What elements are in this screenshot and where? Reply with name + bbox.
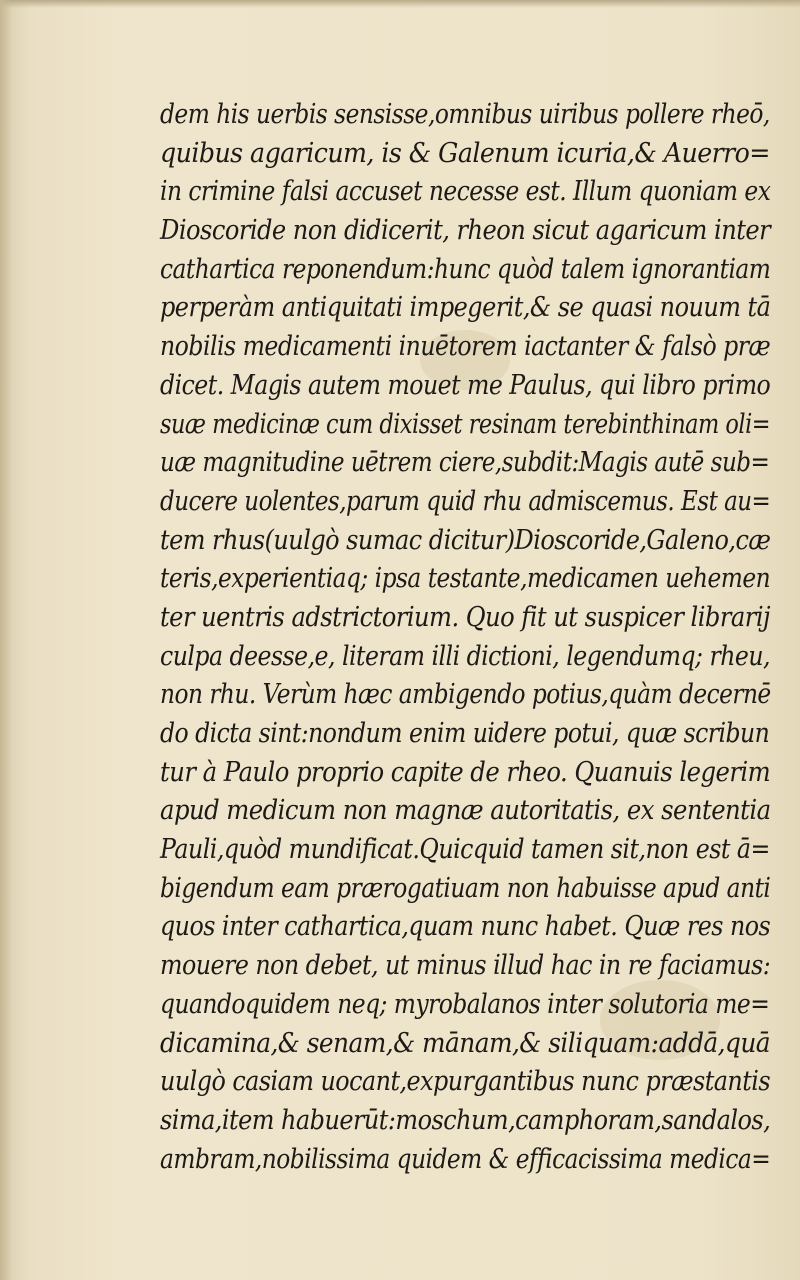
text-line: dicet. Magis autem mouet me Paulus, qui libro primo [160, 369, 771, 401]
text-line: perperàm antiquitati impegerit,& se quasi nouum tā [160, 292, 771, 324]
text-line: cathartica reponendum:hunc quòd talem ignorantiam [160, 253, 771, 285]
text-line: uulgò casiam uocant,expurgantibus nunc præstantis [160, 1066, 771, 1098]
text-line: quos inter cathartica,quam nunc habet. Quæ res nos [160, 911, 771, 943]
text-line: quandoquidem neq; myrobalanos inter solutoria me= [160, 988, 770, 1020]
text-line: bigendum eam prærogatiuam non habuisse apud anti [160, 872, 771, 904]
text-line: dicamina,& senam,& mānam,& siliquam:addā,quā [160, 1027, 771, 1059]
text-line: Pauli,quòd mundificat.Quicquid tamen sit,non est ā= [160, 834, 770, 866]
text-line: apud medicum non magnæ autoritatis, ex sententia [160, 795, 771, 827]
text-line: culpa deesse,e, literam illi dictioni, legendumq; rheu, [160, 640, 770, 672]
page-top-edge [0, 0, 800, 8]
text-line: uæ magnitudine uētrem ciere,subdit:Magis autē sub= [160, 447, 770, 479]
text-line: suæ medicinæ cum dixisset resinam terebinthinam oli= [160, 408, 771, 440]
page-binding-shadow [0, 0, 12, 1280]
text-line: Dioscoride non didicerit, rheon sicut agaricum inter [160, 215, 771, 247]
text-line: nobilis medicamenti inuētorem iactanter & falsò præ [160, 331, 771, 363]
text-line: in crimine falsi accuset necesse est. Illum quoniam ex [160, 176, 771, 208]
text-line: teris,experientiaq; ipsa testante,medicamen uehemen [160, 563, 771, 595]
text-line: mouere non debet, ut minus illud hac in re faciamus: [160, 950, 771, 982]
text-line: tur à Paulo proprio capite de rheo. Quanuis legerim [160, 756, 771, 788]
text-line: sima,item habuerūt:moschum,camphoram,sandalos, [160, 1104, 771, 1136]
text-line: ducere uolentes,parum quid rhu admiscemus. Est au= [160, 485, 771, 517]
text-line: non rhu. Verùm hæc ambigendo potius,quàm decernē [160, 679, 771, 711]
text-line: quibus agaricum, is & Galenum icuria,& Auerro= [160, 137, 770, 169]
text-line: ambram,nobilissima quidem & efficacissima medica= [160, 1143, 771, 1175]
text-line: do dicta sint:nondum enim uidere potui, quæ scribun [160, 718, 770, 749]
text-line: dem his uerbis sensisse,omnibus uiribus pollere rheō, [160, 99, 770, 130]
text-line: tem rhus(uulgò sumac dicitur)Dioscoride,Galeno,cæ [160, 524, 771, 556]
text-line: ter uentris adstrictorium. Quo fit ut suspicer librarij [160, 601, 770, 633]
body-text [160, 96, 770, 1179]
